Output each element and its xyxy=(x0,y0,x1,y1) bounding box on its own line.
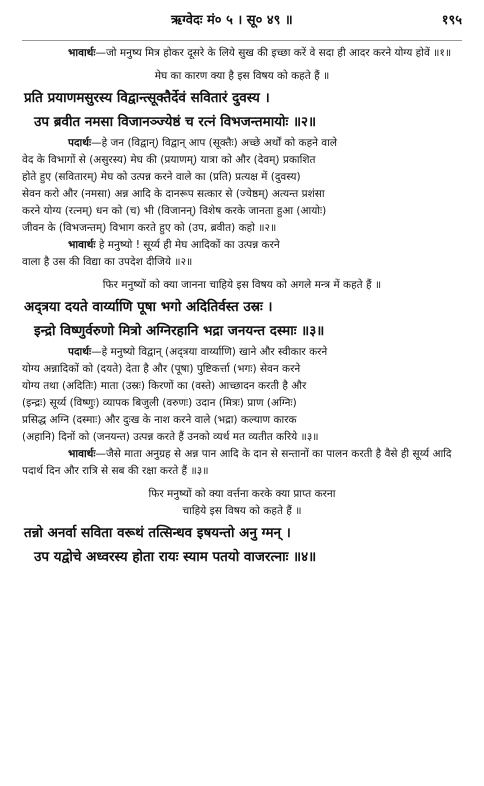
bhavartha-label: भावार्थः xyxy=(68,448,96,460)
intro-line-3a: फिर मनुष्यों को क्या वर्त्तना करके क्या प्राप्त करना xyxy=(148,488,336,500)
padartha-2-line-1 xyxy=(22,135,462,152)
padartha-2-line-5: करने योग्य (रत्नम्) धन को (च) भी (विजानन्) विशेष करके जानता हुआ (आयोः) xyxy=(22,205,327,217)
intro-line-3b: चाहिये इस विषय को कहते हैं ॥ xyxy=(182,505,302,517)
page-header xyxy=(22,10,462,41)
mantra-3-line-1: अद्त्रया दयते वार्य्याणि पूषा भगो अदितिर्वस्त उस्रः । xyxy=(24,299,273,315)
mantra-2-line-1: प्रति प्रयाणमसुरस्य विद्वान्त्सूक्तैर्देवं सवितारं दुवस्य । xyxy=(24,90,270,106)
bhavartha-text: हे मनुष्यो ! सूर्य्य ही मेघ आदिकों का उत्पन्न करने xyxy=(98,239,280,251)
padartha-3-line-3: योग्य तथा (अदितिः) माता (उस्रः) किरणों का (वस्ते) आच्छादन करती है और xyxy=(22,380,307,392)
bhavartha-paragraph-1 xyxy=(22,45,462,62)
padartha-label: पदार्थः xyxy=(68,137,92,149)
mantra-3-line-2: इन्द्रो विष्णुर्वरुणो मित्रो अग्निरहानि भद्रा जनयन्त दस्माः ॥३॥ xyxy=(34,323,325,339)
bhavartha-2-line-2: वाला है उस की विद्या का उपदेश दीजिये ॥२॥ xyxy=(22,256,193,268)
mantra-2-line-2: उप ब्रवीत नमसा विजानञ्ज्येष्ठं च रत्नं विभजन्तमायोः ॥२॥ xyxy=(34,114,317,130)
intro-line-1: मेघ का कारण क्या है इस विषय को कहते हैं ॥ xyxy=(154,70,330,82)
padartha-2-line-4: सेवन करो और (नमसा) अन्न आदि के दानरूप सत्कार से (ज्येष्ठम्) अत्यन्त प्रशंसा xyxy=(22,188,325,200)
page-number: १९५ xyxy=(441,13,462,28)
padartha-3-line-6: (अहानि) दिनों को (जनयन्त) उत्पन्न करते हैं उनको व्यर्थ मत व्यतीत करिये ॥३॥ xyxy=(22,431,319,443)
bhavartha-paragraph-3 xyxy=(22,446,462,480)
padartha-label: पदार्थः xyxy=(68,346,92,358)
padartha-text: —हे जन (विद्वान्) विद्वान् आप (सूक्तैः) अच्छे अर्थों को कहने वाले xyxy=(91,137,337,149)
padartha-3-line-2: योग्य अन्नादिकों को (दयते) देता है और (पूषा) पुष्टिकर्त्ता (भगः) सेवन करने xyxy=(22,363,301,375)
padartha-2-line-2: वेद के विभागों से (असुरस्य) मेघ की (प्रयाणम्) यात्रा को और (देवम्) प्रकाशित xyxy=(22,154,316,166)
padartha-3-line-5: प्रसिद्ध अग्नि (दस्माः) और दुःख के नाश करने वाले (भद्रा) कल्याण कारक xyxy=(22,414,297,426)
running-title: ऋग्वेदः मं० ५ । सू० ४९ ॥ xyxy=(170,13,293,28)
bhavartha-text: —जैसे माता अनुग्रह से अन्न पान आदि के दान से सन्तानों का पालन करती है वैसे ही सूर्य्य आदि पदार्थ दिन और रात्रि से सब की रक्षा करते हैं ॥३॥ xyxy=(22,448,452,477)
mantra-4-line-1: तन्नो अनर्वा सविता वरूथं तत्सिन्धव इषयन्तो अनु ग्मन् । xyxy=(24,525,291,541)
bhavartha-2-line-1 xyxy=(22,237,462,254)
bhavartha-label: भावार्थः xyxy=(68,47,96,59)
mantra-4-line-2: उप यद्वोचे अध्वरस्य होता रायः स्याम पतयो वाजरत्नाः ॥४॥ xyxy=(34,549,317,565)
padartha-text: —हे मनुष्यो विद्वान् (अद्त्रया वार्य्याणि) खाने और स्वीकार करने xyxy=(91,346,328,358)
bhavartha-text: —जो मनुष्य मित्र होकर दूसरे के लिये सुख की इच्छा करें वे सदा ही आदर करने योग्य होवें ॥१॥ xyxy=(95,47,452,59)
padartha-2-line-3: होते हुए (सवितारम्) मेघ को उत्पन्न करने वाले का (प्रति) प्रत्यक्ष में (दुवस्य) xyxy=(22,171,301,183)
intro-line-2: फिर मनुष्यों को क्या जानना चाहिये इस विषय को अगले मन्त्र में कहते हैं ॥ xyxy=(102,279,382,291)
padartha-3-line-1 xyxy=(22,344,462,361)
bhavartha-label: भावार्थः xyxy=(68,239,96,251)
padartha-2-line-6: जीवन के (विभजन्तम्) विभाग करते हुए को (उप, ब्रवीत) कहो ॥२॥ xyxy=(22,222,277,234)
padartha-3-line-4: (इन्द्रः) सूर्य्य (विष्णुः) व्यापक बिजुली (वरुणः) उदान (मित्रः) प्राण (अग्निः) xyxy=(22,397,297,409)
